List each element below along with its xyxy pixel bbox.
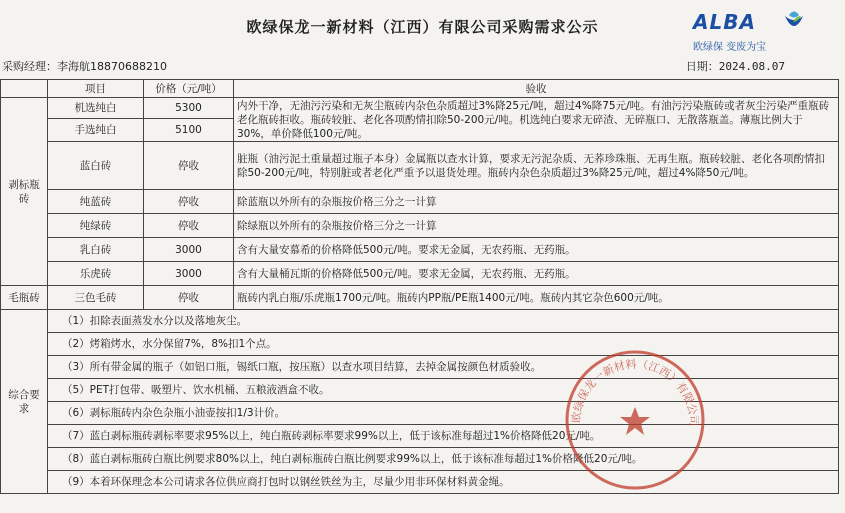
check-cell: 内外干净，无油污污染和无灰尘瓶砖内杂色杂质超过3%降25元/吨，超过4%降75元/吨。有油污污染瓶砖或者灰尘污染严重瓶砖老化瓶砖拒收。瓶砖较脏、老化各项酌情扣除50-200元/吨。机选纯白要求无碎渣、无碎瓶口、无散落瓶盖。薄瓶比例大于30%，单价降低100元/吨。 (234, 98, 839, 142)
notice-date: 日期：2024.08.07 (685, 60, 785, 73)
requirement-row (1, 402, 839, 425)
price-cell: 5100 (144, 119, 234, 142)
requirement-row (1, 471, 839, 494)
header-check: 验收 (234, 80, 839, 98)
logo-tagline: 欧绿保 变废为宝 (693, 42, 767, 53)
price-cell: 5300 (144, 98, 234, 119)
price-cell: 停收 (144, 286, 234, 310)
price-cell: 3000 (144, 238, 234, 262)
requirement-row (1, 448, 839, 471)
requirement-item: （7）蓝白剥标瓶砖剥标率要求95%以上，纯白瓶砖剥标率要求99%以上，低于该标准每超过1%价格降低20元/吨。 (48, 425, 839, 448)
requirement-item: （9）本着环保理念本公司请求各位供应商打包时以钢丝铁丝为主，尽量少用非环保材料黄金绳。 (48, 471, 839, 494)
header-blank (1, 80, 48, 98)
page-title: 欧绿保龙一新材料（江西）有限公司采购需求公示 (246, 18, 599, 36)
requirement-item: （5）PET打包带、吸塑片、饮水机桶、五粮液酒盒不收。 (48, 379, 839, 402)
alba-leaf-icon (781, 10, 807, 34)
item-cell: 纯蓝砖 (48, 190, 144, 214)
alba-logo (693, 8, 823, 52)
table-row (1, 262, 839, 286)
table-row (1, 286, 839, 310)
price-cell: 停收 (144, 142, 234, 190)
requirement-item: （6）剥标瓶砖内杂色杂瓶小油壶按扣1/3计价。 (48, 402, 839, 425)
requirement-row (1, 310, 839, 333)
requirement-row (1, 379, 839, 402)
check-cell: 含有大量安慕希的价格降低500元/吨。要求无金属，无农药瓶、无药瓶。 (234, 238, 839, 262)
requirement-row (1, 333, 839, 356)
procurement-table (0, 79, 839, 494)
requirement-item: （1）扣除表面蒸发水分以及落地灰尘。 (48, 310, 839, 333)
header-item: 项目 (48, 80, 144, 98)
check-cell: 含有大量桶瓦斯的价格降低500元/吨。要求无金属，无农药瓶、无药瓶。 (234, 262, 839, 286)
item-cell: 手选纯白 (48, 119, 144, 142)
check-cell: 脏瓶（油污泥土重量超过瓶子本身）金属瓶以查水计算，要求无污泥杂质、无荞珍珠瓶、无再生瓶。瓶砖较脏、老化各项酌情扣除50-200元/吨，特别脏或者老化严重予以退货处理。瓶砖内杂色杂质超过3%降25元/吨，超过4%降50元/吨。 (234, 142, 839, 190)
item-cell: 机选纯白 (48, 98, 144, 119)
table-row (1, 190, 839, 214)
item-cell: 蓝白砖 (48, 142, 144, 190)
item-cell: 乳白砖 (48, 238, 144, 262)
requirement-item: （2）烤箱烤水，水分保留7%，8%扣1个点。 (48, 333, 839, 356)
requirement-item: （8）蓝白剥标瓶砖白瓶比例要求80%以上，纯白剥标瓶砖白瓶比例要求99%以上，低于该标准每超过1%价格降低20元/吨。 (48, 448, 839, 471)
check-cell: 除绿瓶以外所有的杂瓶按价格三分之一计算 (234, 214, 839, 238)
svg-text:欧绿保龙一新材料（江西）有限公司: 欧绿保龙一新材料（江西）有限公司 (569, 357, 701, 427)
item-cell: 纯绿砖 (48, 214, 144, 238)
procurement-manager: 采购经理：李海航18870688210 (2, 60, 167, 73)
table-row (1, 214, 839, 238)
requirement-row (1, 425, 839, 448)
table-row (1, 142, 839, 190)
item-cell: 三色毛砖 (48, 286, 144, 310)
logo-brand: ALBA (693, 10, 756, 34)
price-cell: 停收 (144, 190, 234, 214)
price-cell: 停收 (144, 214, 234, 238)
table-row (1, 98, 839, 119)
category-label: 毛瓶砖 (1, 286, 48, 310)
item-cell: 乐虎砖 (48, 262, 144, 286)
table-header-row (1, 80, 839, 98)
category-label: 剥标瓶砖 (1, 98, 48, 286)
table-row (1, 238, 839, 262)
requirement-row (1, 356, 839, 379)
check-cell: 除蓝瓶以外所有的杂瓶按价格三分之一计算 (234, 190, 839, 214)
header-price: 价格（元/吨） (144, 80, 234, 98)
requirement-item: （3）所有带金属的瓶子（如铝口瓶，锡纸口瓶，按压瓶）以查水项目结算，去掉金属按颜色材质验收。 (48, 356, 839, 379)
price-cell: 3000 (144, 262, 234, 286)
check-cell: 瓶砖内乳白瓶/乐虎瓶1700元/吨。瓶砖内PP瓶/PE瓶1400元/吨。瓶砖内其它杂色600元/吨。 (234, 286, 839, 310)
category-label: 综合要求 (1, 310, 48, 494)
